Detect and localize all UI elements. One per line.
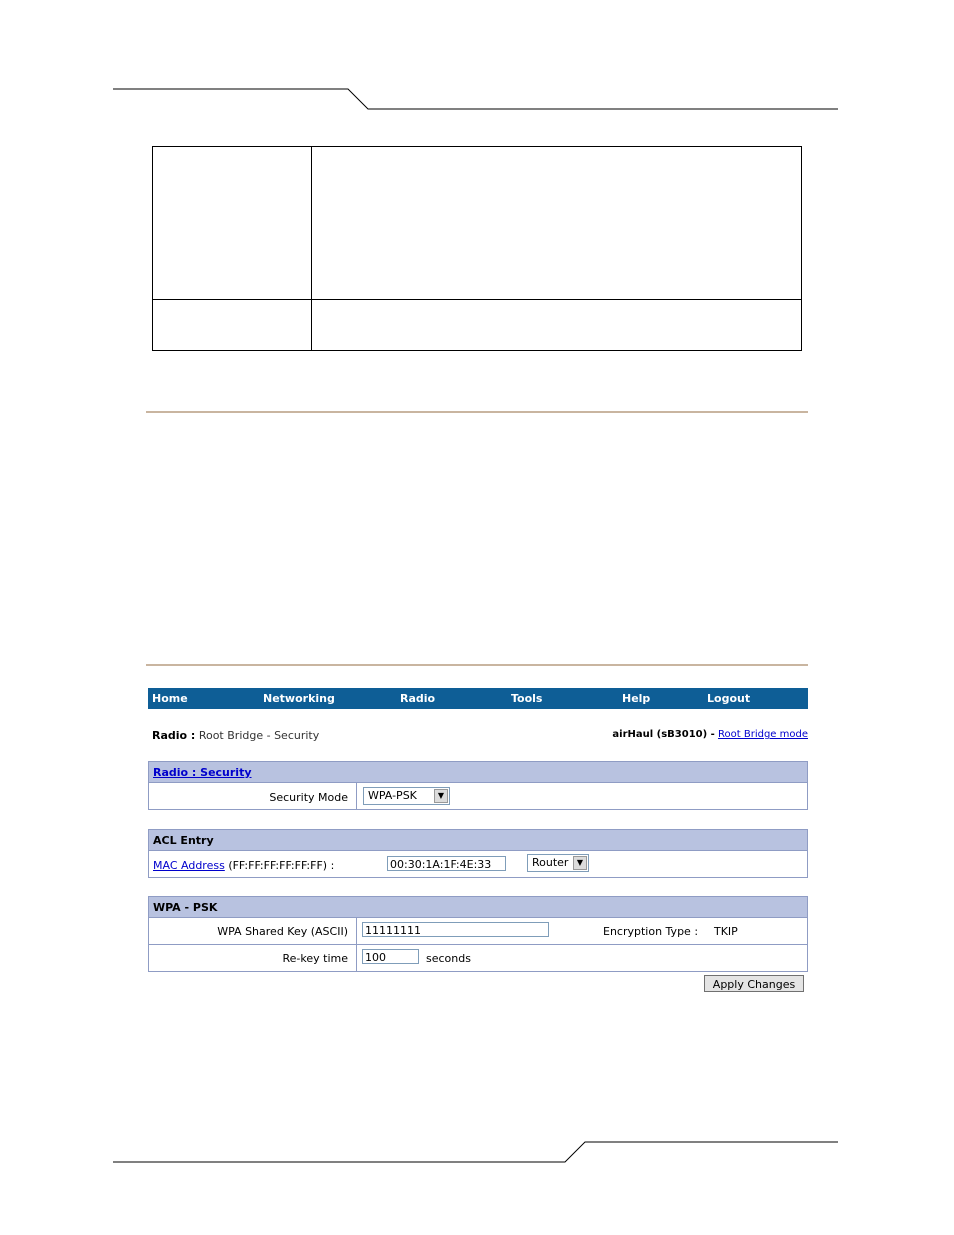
mac-address-row [148, 851, 808, 878]
rekey-time-input[interactable]: 100 [362, 949, 419, 964]
chevron-down-icon: ▼ [434, 789, 448, 803]
rekey-label: Re-key time [282, 952, 348, 965]
row-separator [356, 783, 357, 809]
nav-home[interactable]: Home [152, 692, 188, 705]
section-divider [146, 664, 808, 666]
mac-address-label [153, 859, 334, 872]
root-bridge-mode-link[interactable]: Root Bridge mode [718, 729, 808, 740]
nav-radio[interactable]: Radio [400, 692, 436, 705]
security-panel-header [148, 761, 808, 783]
wpa-panel-header [148, 896, 808, 918]
breadcrumb [152, 729, 319, 742]
encryption-type-label: Encryption Type : [603, 925, 699, 938]
row-separator [356, 918, 357, 944]
security-mode-row [148, 783, 808, 810]
device-info [612, 729, 808, 740]
radio-security-link[interactable]: Radio : Security [153, 766, 252, 779]
nav-help[interactable]: Help [622, 692, 651, 705]
nav-tools[interactable]: Tools [511, 692, 543, 705]
breadcrumb-path: Root Bridge - Security [198, 729, 320, 742]
nav-networking[interactable]: Networking [263, 692, 335, 705]
section-divider [146, 411, 808, 413]
device-name: airHaul (sB3010) - [612, 729, 715, 740]
security-mode-select[interactable] [363, 787, 450, 805]
wpa-shared-key-input[interactable]: 11111111 [362, 922, 549, 937]
security-mode-value: WPA-PSK [368, 789, 417, 802]
document-table [152, 146, 802, 351]
wpa-key-row [148, 918, 808, 945]
acl-panel-title: ACL Entry [153, 834, 214, 847]
apply-changes-button[interactable]: Apply Changes [704, 975, 804, 992]
rekey-unit: seconds [426, 952, 471, 965]
table-column-divider [311, 147, 312, 350]
breadcrumb-section: Radio : [152, 729, 196, 742]
mac-address-input[interactable]: 00:30:1A:1F:4E:33 [387, 856, 506, 871]
encryption-type-value: TKIP [714, 925, 738, 938]
security-mode-label: Security Mode [269, 791, 348, 804]
mac-address-link[interactable]: MAC Address [153, 859, 225, 872]
table-row-divider [153, 299, 801, 300]
nav-logout[interactable]: Logout [707, 692, 751, 705]
top-navigation-bar [148, 688, 808, 709]
security-settings-screenshot [148, 688, 808, 993]
mac-format-hint: (FF:FF:FF:FF:FF:FF) : [228, 859, 335, 872]
page-header-rule [0, 0, 954, 120]
wpa-key-label: WPA Shared Key (ASCII) [217, 925, 348, 938]
rekey-row [148, 945, 808, 972]
chevron-down-icon: ▼ [573, 856, 587, 870]
row-separator [356, 945, 357, 971]
device-type-select[interactable] [527, 854, 589, 872]
device-type-value: Router [532, 856, 569, 869]
wpa-panel-title: WPA - PSK [153, 901, 218, 914]
acl-panel-header [148, 829, 808, 851]
